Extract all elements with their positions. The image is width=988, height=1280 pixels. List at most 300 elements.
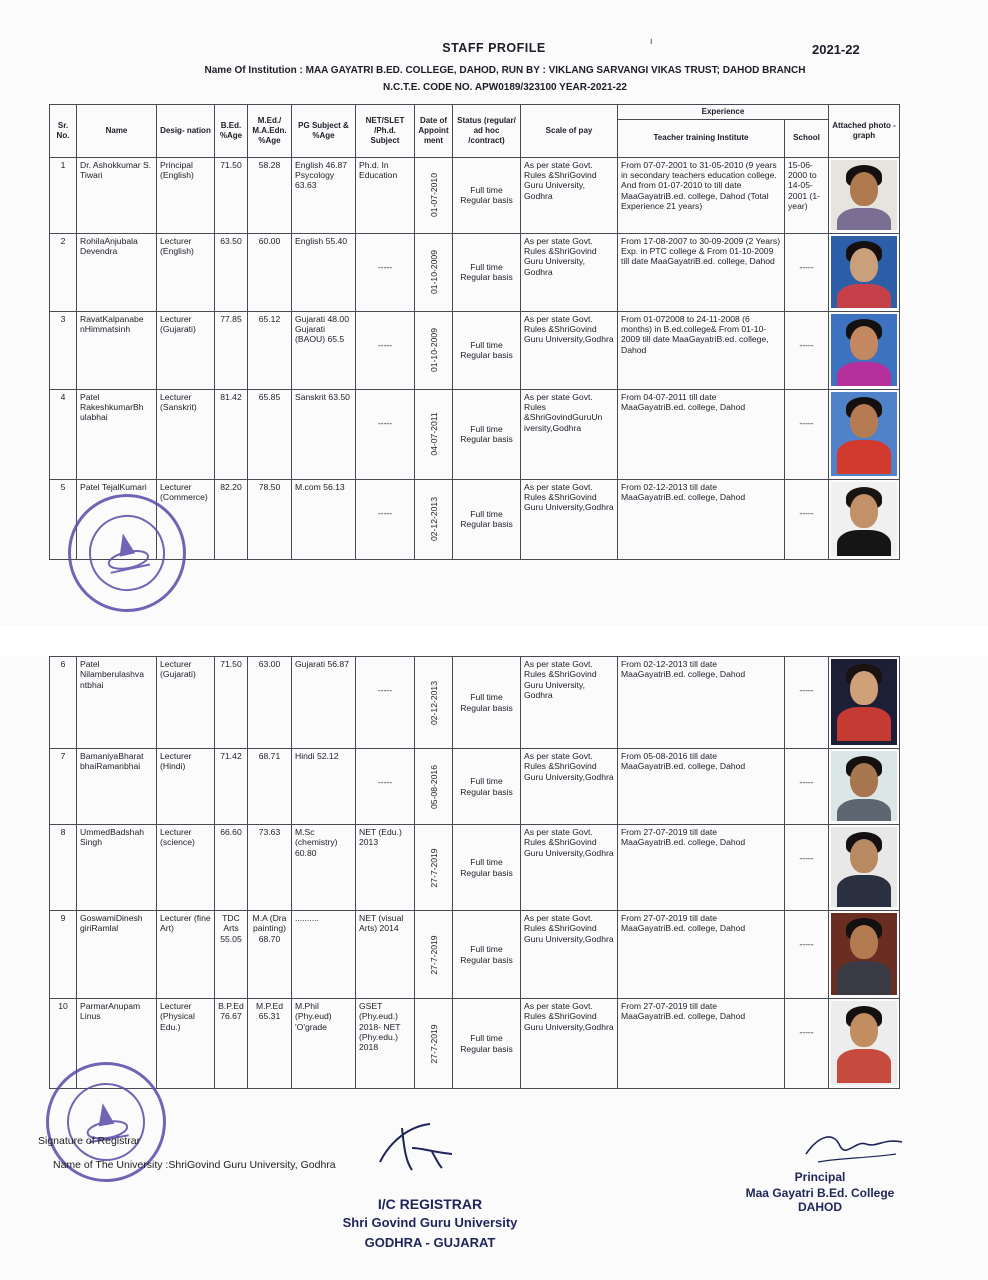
scale-text: As per state Govt. Rules &ShriGovind Guru University, Godhra — [524, 159, 597, 201]
cell-scale — [521, 749, 618, 825]
date-text: 04-07-2011 — [428, 412, 439, 456]
cell-pg — [292, 911, 356, 999]
school-text: 15-06-2000 to 14-05-2001 (1- year) — [788, 159, 821, 211]
sr-text: 9 — [60, 913, 66, 923]
col-teacher-training: Teacher training Institute — [618, 119, 785, 157]
col-pg: PG Subject & %Age — [292, 105, 356, 158]
designation-text: Lecturer (Hindi) — [160, 751, 192, 772]
status-text: Full time Regular basis — [460, 261, 513, 283]
scale-text: As per state Govt. Rules &ShriGovind Guru University,Godhra — [524, 913, 614, 944]
page-title: STAFF PROFILE — [442, 41, 546, 55]
net-text: ----- — [377, 261, 393, 272]
experience-text: From 07-07-2001 to 31-05-2010 (9 years in secondary teachers education college. And from 01-07-2010 to till date MaaGayatriB.ed. college, Dahod (Total Experience 21 years) — [621, 159, 777, 211]
cell-photo — [829, 825, 900, 911]
cell-designation — [157, 911, 215, 999]
scale-text: As per state Govt. Rules &ShriGovind Guru University,Godhra — [524, 481, 614, 513]
net-text: NET (Edu.) 2013 — [359, 827, 402, 848]
cell-scale — [521, 479, 618, 559]
principal-college: Maa Gayatri B.Ed. College — [745, 1186, 895, 1200]
cell-med — [248, 389, 292, 479]
cell-experience — [618, 157, 785, 233]
experience-text: From 27-07-2019 till date MaaGayatriB.ed. college, Dahod — [621, 913, 746, 934]
pg-text: Sanskrit 63.50 — [295, 391, 350, 402]
pg-text: Gujarati 48.00 Gujarati (BAOU) 65.5 — [295, 313, 349, 345]
cell-net — [356, 657, 415, 749]
cell-photo — [829, 389, 900, 479]
date-text: 01-07-2010 — [428, 173, 439, 218]
designation-text: Lecturer (Commerce) — [160, 481, 208, 502]
scale-text: As per state Govt. Rules &ShriGovind Guru University,Godhra — [524, 1001, 614, 1032]
cell-status — [453, 389, 521, 479]
principal-stamp-block — [720, 1170, 920, 1214]
staff-photo — [831, 160, 897, 230]
staff-table-part-2 — [49, 656, 900, 1089]
date-text: 02-12-2013 — [428, 680, 439, 725]
school-text: ----- — [799, 417, 814, 428]
date-text: 02-12-2013 — [428, 497, 439, 542]
pg-text: Hindi 52.12 — [295, 751, 339, 761]
cell-name — [77, 157, 157, 233]
table-row — [50, 389, 900, 479]
cell-name — [77, 911, 157, 999]
col-bed: B.Ed. %Age — [215, 105, 248, 158]
scale-text: As per state Govt. Rules &ShriGovind Guru University,Godhra — [524, 313, 614, 345]
cell-med — [248, 825, 292, 911]
experience-text: From 27-07-2019 till date MaaGayatriB.ed. college, Dahod — [621, 1001, 746, 1022]
cell-status — [453, 999, 521, 1089]
cell-scale — [521, 311, 618, 389]
bed-text: 77.85 — [220, 313, 242, 324]
cell-experience — [618, 911, 785, 999]
cell-name — [77, 233, 157, 311]
staff-photo — [831, 751, 897, 821]
staff-photo — [831, 659, 897, 745]
name-text: RohilaAnjubala Devendra — [80, 235, 138, 256]
cell-school — [785, 233, 829, 311]
date-text: 27-7-2019 — [428, 934, 439, 975]
cell-pg — [292, 233, 356, 311]
med-text: 68.71 — [258, 751, 281, 761]
cell-scale — [521, 999, 618, 1089]
cell-net — [356, 311, 415, 389]
pg-text: Gujarati 56.87 — [295, 659, 349, 669]
designation-text: Lecturer (Physical Edu.) — [160, 1001, 195, 1032]
status-text: Full time Regular basis — [460, 692, 513, 713]
cell-school — [785, 825, 829, 911]
med-text: 58.28 — [258, 159, 281, 170]
cell-school — [785, 657, 829, 749]
institution-line: Name Of Institution : MAA GAYATRI B.ED. COLLEGE, DAHOD, RUN BY : VIKLANG SARVANGI VIKAS TRUST; DAHOD BRANCH — [204, 65, 806, 76]
cell-net — [356, 825, 415, 911]
academic-year: 2021-22 — [812, 42, 860, 57]
net-text: ----- — [377, 685, 393, 695]
cell-experience — [618, 479, 785, 559]
sr-text: 3 — [60, 313, 66, 324]
cell-photo — [829, 479, 900, 559]
med-text: M.A (Dra painting) 68.70 — [252, 913, 287, 944]
pg-text: M.Phil (Phy.eud) 'O'grade — [295, 1001, 332, 1032]
pg-text: English 46.87 Psycology 63.63 — [295, 159, 348, 191]
cell-designation — [157, 157, 215, 233]
name-text: GoswamiDinesh giriRamlal — [80, 913, 143, 934]
pg-text: English 55.40 — [295, 235, 348, 246]
principal-signature — [800, 1124, 910, 1168]
cell-med — [248, 479, 292, 559]
cell-bed — [215, 311, 248, 389]
cell-bed — [215, 479, 248, 559]
registrar-university: Shri Govind Guru University — [342, 1215, 518, 1230]
cell-pg — [292, 479, 356, 559]
cell-status — [453, 311, 521, 389]
cell-designation — [157, 825, 215, 911]
sr-text: 10 — [58, 1001, 68, 1011]
cell-scale — [521, 233, 618, 311]
cell-bed — [215, 999, 248, 1089]
table-row — [50, 311, 900, 389]
status-text: Full time Regular basis — [460, 339, 513, 361]
cell-school — [785, 911, 829, 999]
bed-text: TDC Arts 55.05 — [220, 913, 242, 944]
bed-text: 71.50 — [220, 659, 242, 669]
cell-sr — [50, 157, 77, 233]
cell-med — [248, 311, 292, 389]
staff-photo — [831, 392, 897, 476]
name-text: Patel Nilamberulashva ntbhai — [80, 659, 145, 690]
status-text: Full time Regular basis — [460, 944, 513, 965]
school-text: ----- — [799, 261, 814, 272]
col-med: M.Ed./ M.A.Edn. %Age — [248, 105, 292, 158]
table-row — [50, 657, 900, 749]
cell-designation — [157, 389, 215, 479]
med-text: 78.50 — [258, 481, 281, 492]
bed-text: 71.50 — [220, 159, 242, 170]
sr-text: 5 — [60, 481, 66, 492]
status-text: Full time Regular basis — [460, 423, 513, 445]
cell-photo — [829, 749, 900, 825]
name-text: RavatKalpanabe nHimmatsinh — [80, 313, 144, 334]
cell-net — [356, 389, 415, 479]
name-text: Dr. Ashokkumar S. Tiwari — [80, 159, 152, 180]
designation-text: Lecturer (Sanskrit) — [160, 391, 197, 412]
table-row — [50, 233, 900, 311]
staff-table-part-1 — [49, 104, 900, 560]
cell-scale — [521, 389, 618, 479]
cell-net — [356, 999, 415, 1089]
table-row — [50, 825, 900, 911]
table-row — [50, 749, 900, 825]
date-text: 27-7-2019 — [428, 847, 439, 888]
cell-pg — [292, 311, 356, 389]
bed-text: 71.42 — [220, 751, 242, 761]
name-text: BamaniyaBharat bhaiRamanbhai — [80, 751, 144, 772]
cell-name — [77, 749, 157, 825]
net-text: ----- — [377, 417, 393, 428]
sr-text: 7 — [60, 751, 66, 761]
scale-text: As per state Govt. Rules &ShriGovind Guru University,Godhra — [524, 751, 614, 782]
cell-net — [356, 233, 415, 311]
cell-name — [77, 825, 157, 911]
cell-status — [453, 911, 521, 999]
cell-med — [248, 233, 292, 311]
table-row — [50, 999, 900, 1089]
sr-text: 4 — [60, 391, 66, 402]
cell-date — [415, 157, 453, 233]
cell-net — [356, 749, 415, 825]
cell-sr — [50, 389, 77, 479]
cell-experience — [618, 311, 785, 389]
experience-text: From 04-07-2011 till date MaaGayatriB.ed. college, Dahod — [621, 391, 746, 412]
col-date: Date of Appoint ment — [415, 105, 453, 158]
staff-rows-part-1 — [50, 157, 900, 559]
cell-school — [785, 311, 829, 389]
cell-name — [77, 657, 157, 749]
cell-bed — [215, 389, 248, 479]
pg-text: .......... — [295, 913, 319, 923]
cell-designation — [157, 999, 215, 1089]
cell-bed — [215, 233, 248, 311]
cell-designation — [157, 311, 215, 389]
school-text: ----- — [799, 507, 814, 518]
col-status: Status (regular/ ad hoc /contract) — [453, 105, 521, 158]
university-name-line: Name of The University :ShriGovind Guru University, Godhra — [53, 1159, 336, 1171]
net-text: GSET (Phy.eud.) 2018- NET (Phy.edu.) 2018 — [359, 1001, 401, 1053]
cell-date — [415, 389, 453, 479]
registrar-signature-label: Signature of Registrar — [38, 1135, 141, 1147]
sr-text: 2 — [60, 235, 66, 246]
status-text: Full time Regular basis — [460, 184, 513, 206]
designation-text: Principal (English) — [160, 159, 194, 180]
cell-experience — [618, 999, 785, 1089]
status-text: Full time Regular basis — [460, 776, 513, 797]
col-school: School — [785, 119, 829, 157]
school-text: ----- — [799, 339, 814, 350]
cell-status — [453, 157, 521, 233]
bed-text: B.P.Ed 76.67 — [218, 1001, 244, 1022]
cell-photo — [829, 657, 900, 749]
cell-date — [415, 657, 453, 749]
col-designation: Desig- nation — [157, 105, 215, 158]
cell-scale — [521, 911, 618, 999]
sr-text: 1 — [60, 159, 66, 170]
cell-status — [453, 749, 521, 825]
cell-pg — [292, 657, 356, 749]
cell-net — [356, 911, 415, 999]
staff-photo — [831, 913, 897, 995]
cell-designation — [157, 233, 215, 311]
cell-net — [356, 157, 415, 233]
name-text: Patel RakeshkumarBh ulabhai — [80, 391, 144, 423]
school-text: ----- — [799, 685, 814, 695]
scale-text: As per state Govt. Rules &ShriGovind Guru University, Godhra — [524, 235, 597, 277]
cell-date — [415, 479, 453, 559]
designation-text: Lecturer (Gujarati) — [160, 313, 196, 334]
name-text: ParmarAnupam Linus — [80, 1001, 141, 1022]
date-text: 01-10-2009 — [428, 328, 439, 373]
date-text: 27-7-2019 — [428, 1023, 439, 1064]
principal-place: DAHOD — [798, 1200, 842, 1214]
date-text: 05-08-2016 — [428, 764, 439, 809]
staff-photo — [831, 314, 897, 386]
med-text: 65.12 — [258, 313, 281, 324]
bed-text: 66.60 — [220, 827, 242, 837]
cell-school — [785, 157, 829, 233]
cell-status — [453, 479, 521, 559]
scale-text: As per state Govt. Rules &ShriGovind Guru University, Godhra — [524, 659, 597, 700]
date-text: 01-10-2009 — [428, 250, 439, 295]
cell-date — [415, 233, 453, 311]
table-row — [50, 911, 900, 999]
table-row — [50, 157, 900, 233]
cell-scale — [521, 825, 618, 911]
cell-status — [453, 825, 521, 911]
cell-photo — [829, 311, 900, 389]
cell-date — [415, 911, 453, 999]
cell-school — [785, 749, 829, 825]
registrar-title: I/C REGISTRAR — [377, 1196, 483, 1212]
cell-pg — [292, 999, 356, 1089]
cell-sr — [50, 657, 77, 749]
cell-experience — [618, 233, 785, 311]
col-scale: Scale of pay — [521, 105, 618, 158]
cell-date — [415, 311, 453, 389]
cell-experience — [618, 657, 785, 749]
ncte-code-line: N.C.T.E. CODE NO. APW0189/323100 YEAR-2021-22 — [383, 82, 627, 93]
cell-experience — [618, 749, 785, 825]
cell-scale — [521, 157, 618, 233]
bed-text: 81.42 — [220, 391, 242, 402]
staff-photo — [831, 827, 897, 907]
experience-text: From 01-072008 to 24-11-2008 (6 months) in B.ed.college& From 01-10-2009 till date MaaGayatriB.ed. college, Dahod — [621, 313, 769, 355]
designation-text: Lecturer (English) — [160, 235, 194, 256]
bed-text: 82.20 — [220, 481, 242, 492]
registrar-signature — [372, 1118, 462, 1178]
experience-text: From 02-12-2013 till date MaaGayatriB.ed. college, Dahod — [621, 481, 746, 502]
bed-text: 63.50 — [220, 235, 242, 246]
cell-net — [356, 479, 415, 559]
col-sr: Sr. No. — [50, 105, 77, 158]
med-text: 60.00 — [258, 235, 281, 246]
cell-pg — [292, 389, 356, 479]
cell-sr — [50, 233, 77, 311]
cell-photo — [829, 233, 900, 311]
scale-text: As per state Govt. Rules &ShriGovind Guru University,Godhra — [524, 827, 614, 858]
staff-rows-part-2 — [50, 657, 900, 1089]
cell-name — [77, 311, 157, 389]
cell-pg — [292, 825, 356, 911]
cell-med — [248, 749, 292, 825]
staff-photo — [831, 236, 897, 308]
col-experience: Experience — [618, 105, 829, 120]
cell-designation — [157, 657, 215, 749]
school-text: ----- — [799, 1027, 814, 1037]
designation-text: Lecturer (Gujarati) — [160, 659, 196, 680]
designation-text: Lecturer (fine Art) — [160, 913, 211, 934]
net-text: ----- — [377, 777, 393, 787]
pg-text: M.Sc (chemistry) 60.80 — [295, 827, 338, 858]
sr-text: 8 — [60, 827, 66, 837]
cell-med — [248, 657, 292, 749]
cell-pg — [292, 749, 356, 825]
cell-sr — [50, 911, 77, 999]
cell-med — [248, 999, 292, 1089]
experience-text: From 02-12-2013 till date MaaGayatriB.ed. college, Dahod — [621, 659, 746, 680]
registrar-stamp-block — [300, 1196, 560, 1250]
cell-status — [453, 657, 521, 749]
cell-med — [248, 911, 292, 999]
cell-school — [785, 479, 829, 559]
staff-photo — [831, 482, 897, 556]
cell-school — [785, 999, 829, 1089]
school-text: ----- — [799, 853, 814, 863]
registrar-place: GODHRA - GUJARAT — [364, 1235, 496, 1250]
cell-sr — [50, 749, 77, 825]
net-text: ----- — [377, 339, 393, 350]
corner-mark: ı — [650, 36, 653, 46]
cell-status — [453, 233, 521, 311]
cell-med — [248, 157, 292, 233]
cell-sr — [50, 825, 77, 911]
col-photo: Attached photo -graph — [829, 105, 900, 158]
sr-text: 6 — [60, 659, 66, 669]
col-name: Name — [77, 105, 157, 158]
cell-photo — [829, 157, 900, 233]
name-text: Patel TejalKumari — [80, 481, 147, 492]
net-text: Ph.d. In Education — [359, 159, 398, 180]
page-separator — [0, 626, 988, 656]
cell-bed — [215, 911, 248, 999]
cell-bed — [215, 749, 248, 825]
experience-text: From 05-08-2016 till date MaaGayatriB.ed. college, Dahod — [621, 751, 746, 772]
school-text: ----- — [799, 939, 814, 949]
net-text: NET (visual Arts) 2014 — [359, 913, 404, 934]
med-text: 63.00 — [258, 659, 281, 669]
cell-photo — [829, 911, 900, 999]
cell-sr — [50, 311, 77, 389]
med-text: 73.63 — [258, 827, 281, 837]
principal-title: Principal — [794, 1170, 846, 1184]
col-net: NET/SLET /Ph.d. Subject — [356, 105, 415, 158]
cell-school — [785, 389, 829, 479]
scale-text: As per state Govt. Rules &ShriGovindGuruUn iversity,Godhra — [524, 391, 603, 433]
status-text: Full time Regular basis — [460, 508, 513, 530]
cell-experience — [618, 389, 785, 479]
cell-name — [77, 389, 157, 479]
med-text: 65.85 — [258, 391, 281, 402]
net-text: ----- — [377, 507, 393, 518]
pg-text: M.com 56.13 — [295, 481, 345, 492]
med-text: M.P.Ed 65.31 — [255, 1001, 284, 1022]
cell-date — [415, 825, 453, 911]
experience-text: From 27-07-2019 till date MaaGayatriB.ed. college, Dahod — [621, 827, 746, 848]
cell-scale — [521, 657, 618, 749]
school-text: ----- — [799, 777, 814, 787]
designation-text: Lecturer (science) — [160, 827, 195, 848]
cell-date — [415, 749, 453, 825]
cell-designation — [157, 749, 215, 825]
cell-bed — [215, 657, 248, 749]
status-text: Full time Regular basis — [460, 857, 513, 878]
cell-photo — [829, 999, 900, 1089]
status-text: Full time Regular basis — [460, 1033, 513, 1054]
cell-bed — [215, 157, 248, 233]
experience-text: From 17-08-2007 to 30-09-2009 (2 Years) Exp. in PTC college & From 01-10-2009 till date MaaGayatriB.ed. college, Dahod — [621, 235, 781, 267]
name-text: UmmedBadshah Singh — [80, 827, 145, 848]
cell-date — [415, 999, 453, 1089]
cell-pg — [292, 157, 356, 233]
staff-photo — [831, 1001, 897, 1085]
table-header-row — [50, 105, 900, 120]
cell-bed — [215, 825, 248, 911]
